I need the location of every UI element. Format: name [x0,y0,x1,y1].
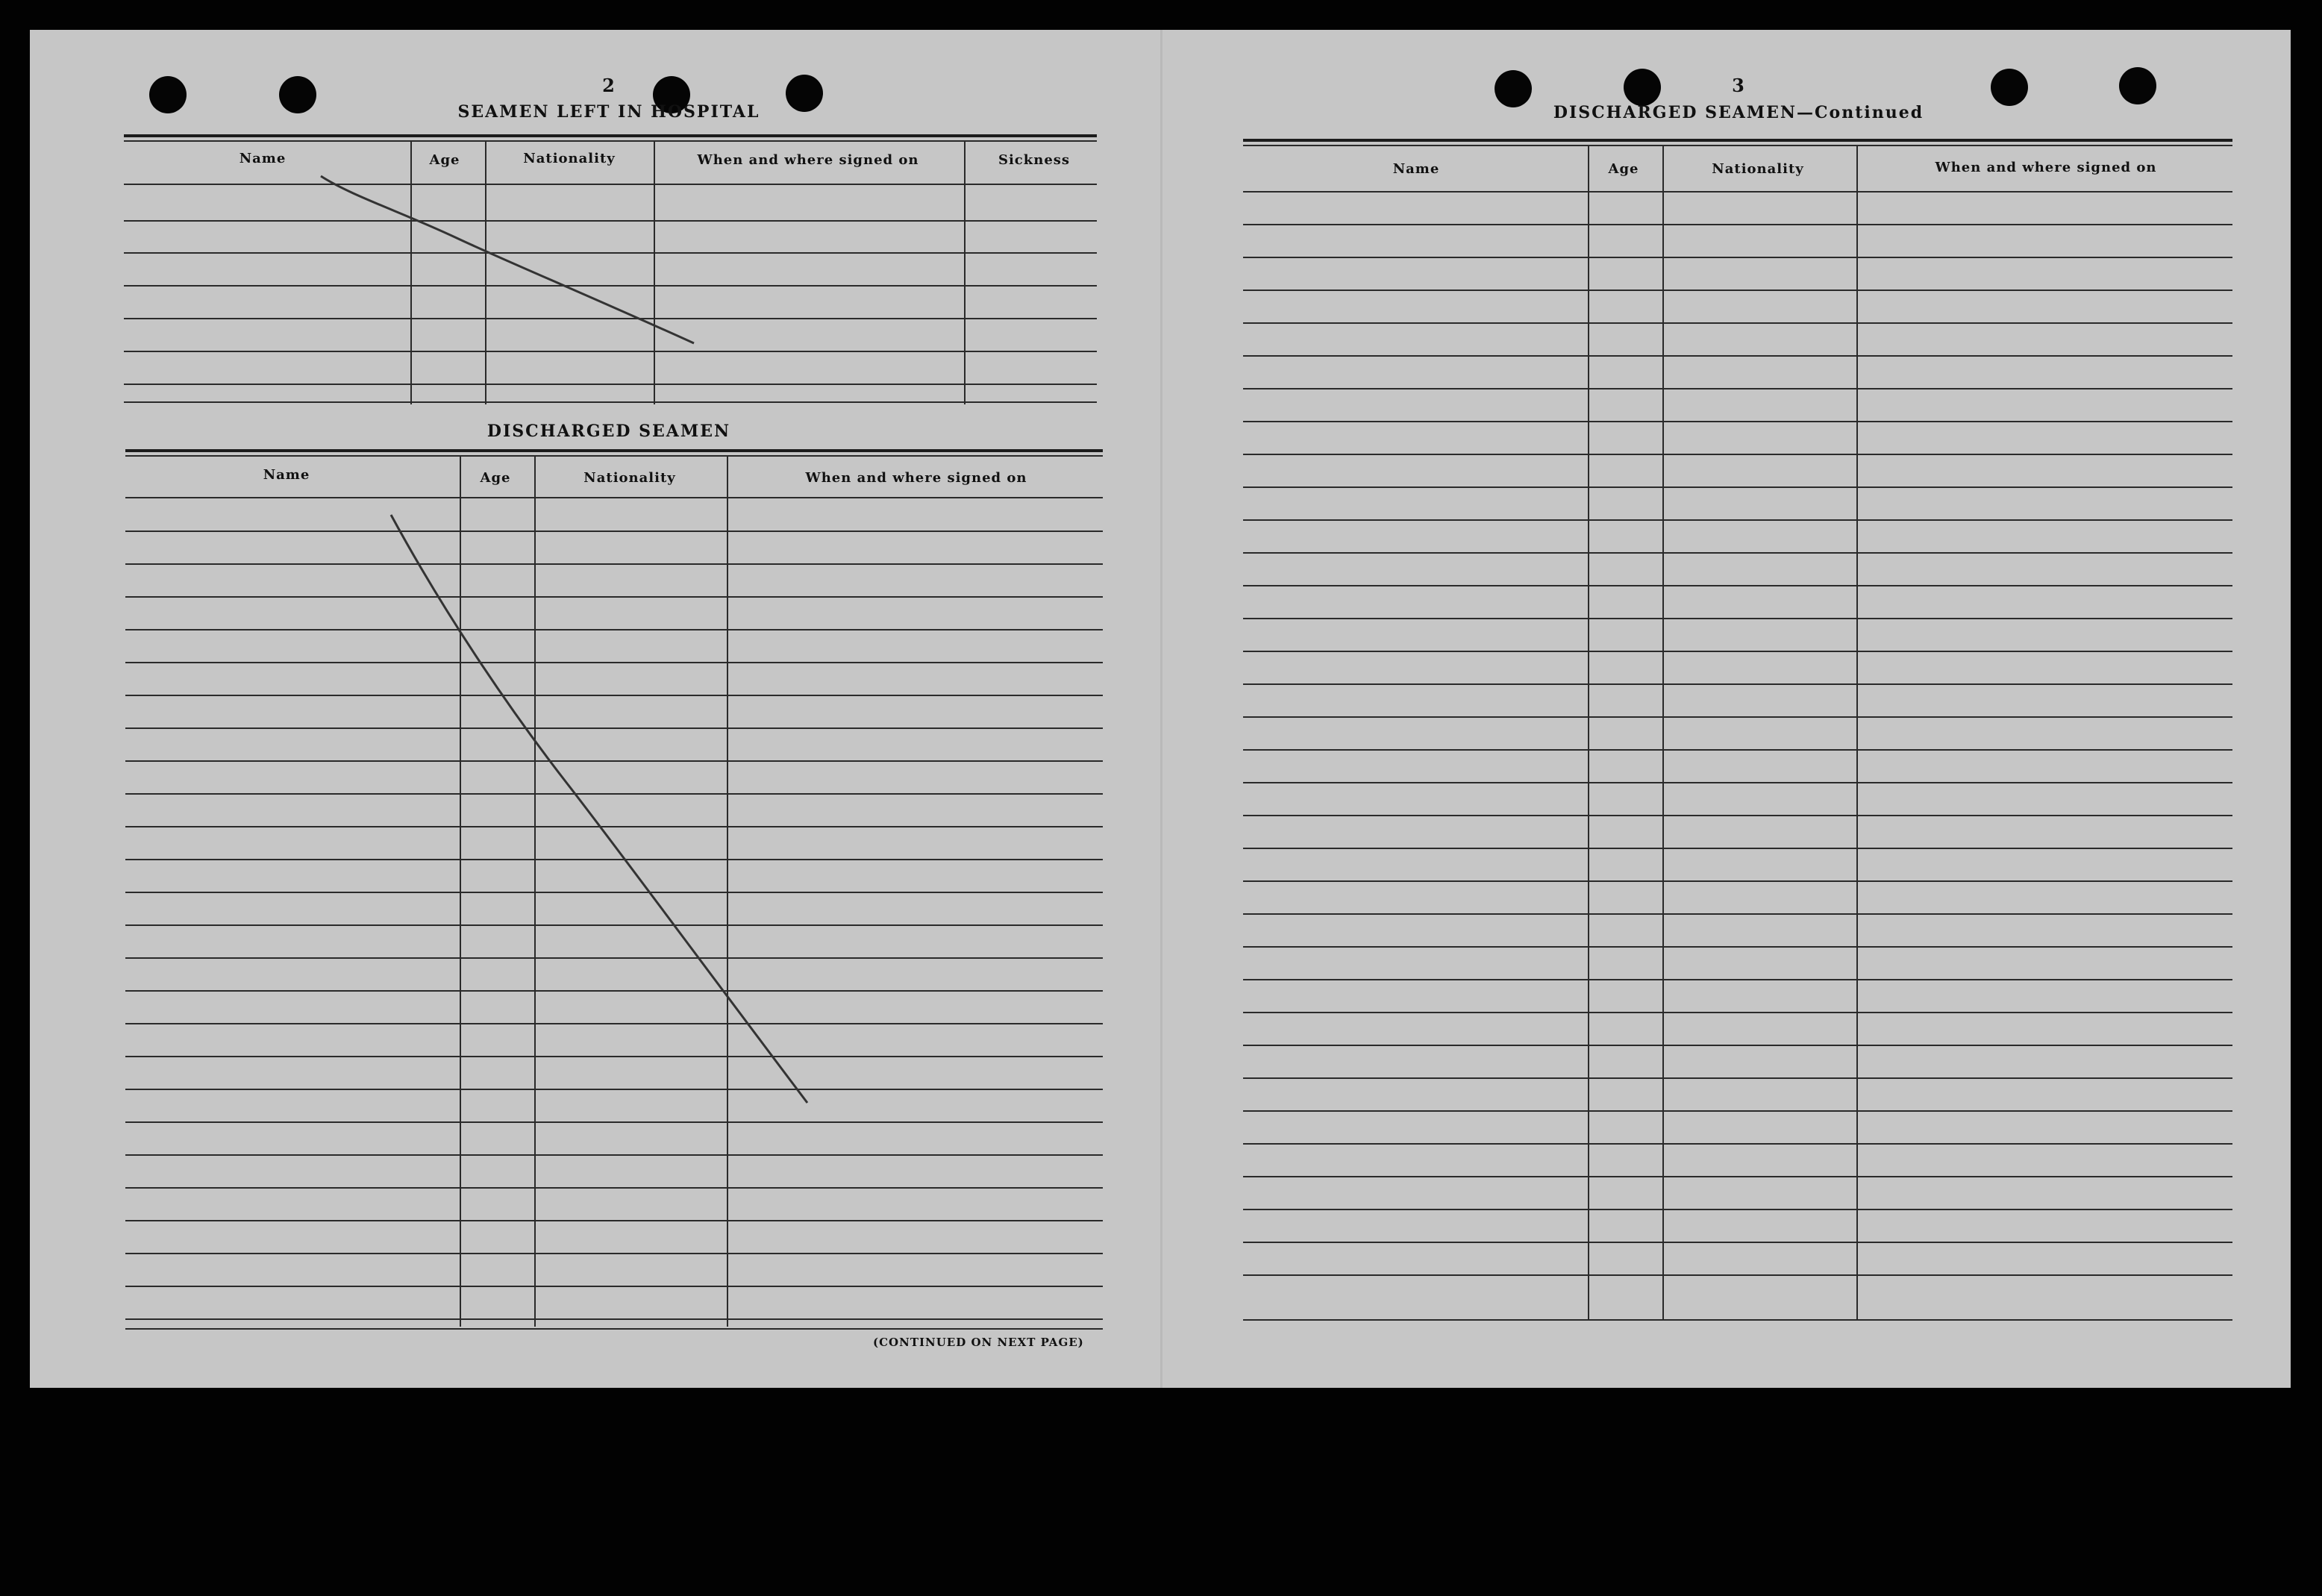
punch-hole [1624,69,1661,106]
discharged-table-left [125,449,1103,1336]
hospital-col-signed-on: When and where signed on [697,152,919,168]
page-number-left: 2 [602,75,616,96]
continued-col-name: Name [1392,161,1440,177]
page-number-right: 3 [1732,75,1745,96]
hospital-col-nationality: Nationality [523,151,616,166]
hospital-col-sickness: Sickness [998,152,1071,168]
discharged-col-name: Name [263,467,310,483]
punch-hole [149,76,187,113]
punch-hole [2119,67,2156,104]
discharged-table-right [1243,139,2232,1328]
discharged-col-age: Age [480,470,511,486]
discharged-col-nationality: Nationality [583,470,676,486]
continued-note: (CONTINUED ON NEXT PAGE) [873,1336,1084,1349]
hospital-table [124,134,1097,404]
page-fold [1160,30,1162,1388]
discharged-col-signed-on: When and where signed on [805,470,1027,486]
continued-col-age: Age [1608,161,1639,177]
punch-hole [1495,70,1532,107]
discharged-continued-title: DISCHARGED SEAMEN—Continued [1553,103,1924,122]
punch-hole [279,76,316,113]
punch-hole [786,75,823,112]
continued-col-nationality: Nationality [1712,161,1804,177]
discharged-section-title: DISCHARGED SEAMEN [486,422,731,441]
continued-col-signed-on: When and where signed on [1935,160,2157,175]
hospital-col-age: Age [429,152,460,168]
punch-hole [1991,69,2028,106]
hospital-section-title: SEAMEN LEFT IN HOSPITAL [457,102,760,122]
hospital-col-name: Name [239,151,287,166]
